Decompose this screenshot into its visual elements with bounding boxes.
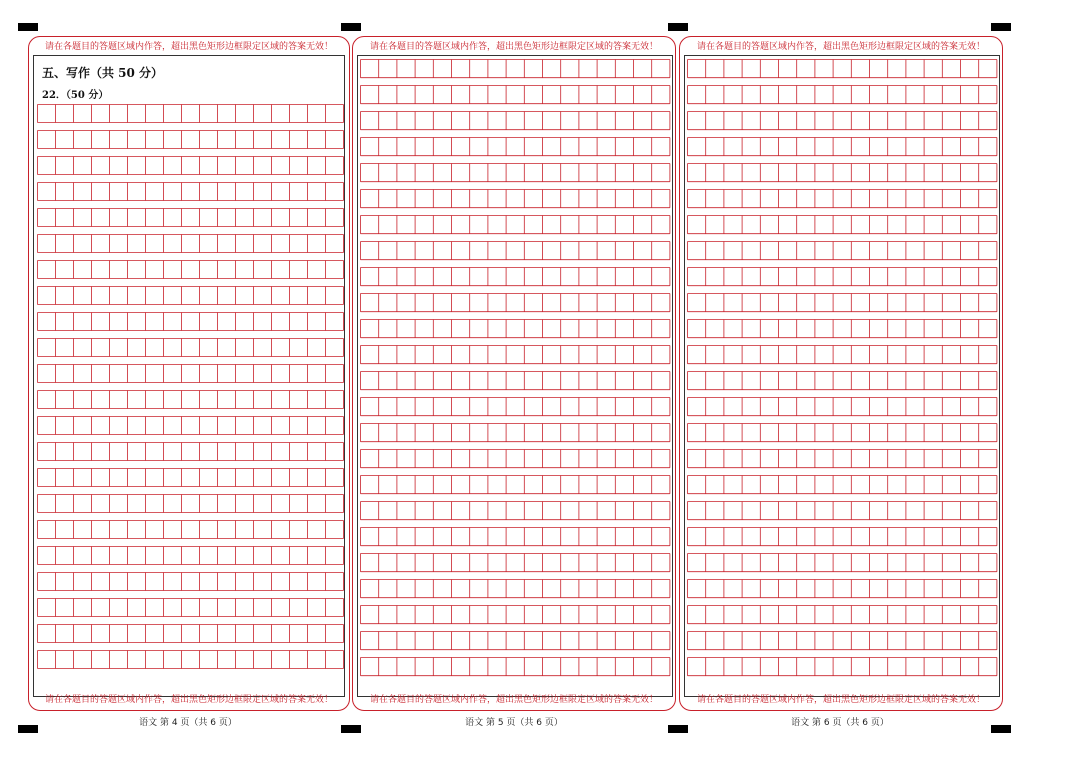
answer-frame — [33, 55, 345, 697]
answer-panel-page-5 — [352, 36, 676, 711]
warning-text-top: 请在各题目的答题区域内作答，超出黑色矩形边框限定区域的答案无效！ — [44, 42, 333, 52]
writing-grid-svg — [687, 59, 999, 689]
warning-text-bottom: 请在各题目的答题区域内作答，超出黑色矩形边框限定区域的答案无效！ — [44, 695, 333, 705]
alignment-mark-top-right — [991, 23, 1011, 31]
answer-frame — [357, 55, 673, 697]
answer-panel-page-6 — [679, 36, 1003, 711]
alignment-mark-top-3 — [668, 23, 688, 31]
writing-grid[interactable] — [687, 59, 999, 689]
question-title: 22．（50 分） — [42, 90, 109, 101]
alignment-mark-bottom-3 — [668, 725, 688, 733]
page-footer-4: 语文 第 4 页（共 6 页） — [139, 718, 237, 728]
warning-text-top: 请在各题目的答题区域内作答，超出黑色矩形边框限定区域的答案无效！ — [369, 42, 658, 52]
alignment-mark-top-2 — [341, 23, 361, 31]
alignment-mark-bottom-2 — [341, 725, 361, 733]
writing-grid-svg — [360, 59, 672, 689]
alignment-mark-bottom-right — [991, 725, 1011, 733]
warning-text-bottom: 请在各题目的答题区域内作答，超出黑色矩形边框限定区域的答案无效！ — [369, 695, 658, 705]
writing-grid[interactable] — [37, 104, 345, 677]
answer-panel-page-4 — [28, 36, 350, 711]
answer-frame — [684, 55, 1000, 697]
warning-text-top: 请在各题目的答题区域内作答，超出黑色矩形边框限定区域的答案无效！ — [696, 42, 985, 52]
section-title: 五、写作（共 50 分） — [42, 66, 164, 80]
writing-grid[interactable] — [360, 59, 672, 689]
warning-text-bottom: 请在各题目的答题区域内作答，超出黑色矩形边框限定区域的答案无效！ — [696, 695, 985, 705]
page-footer-6: 语文 第 6 页（共 6 页） — [791, 718, 889, 728]
writing-grid-svg — [37, 104, 345, 677]
page-footer-5: 语文 第 5 页（共 6 页） — [465, 718, 563, 728]
alignment-mark-top-left — [18, 23, 38, 31]
alignment-mark-bottom-left — [18, 725, 38, 733]
